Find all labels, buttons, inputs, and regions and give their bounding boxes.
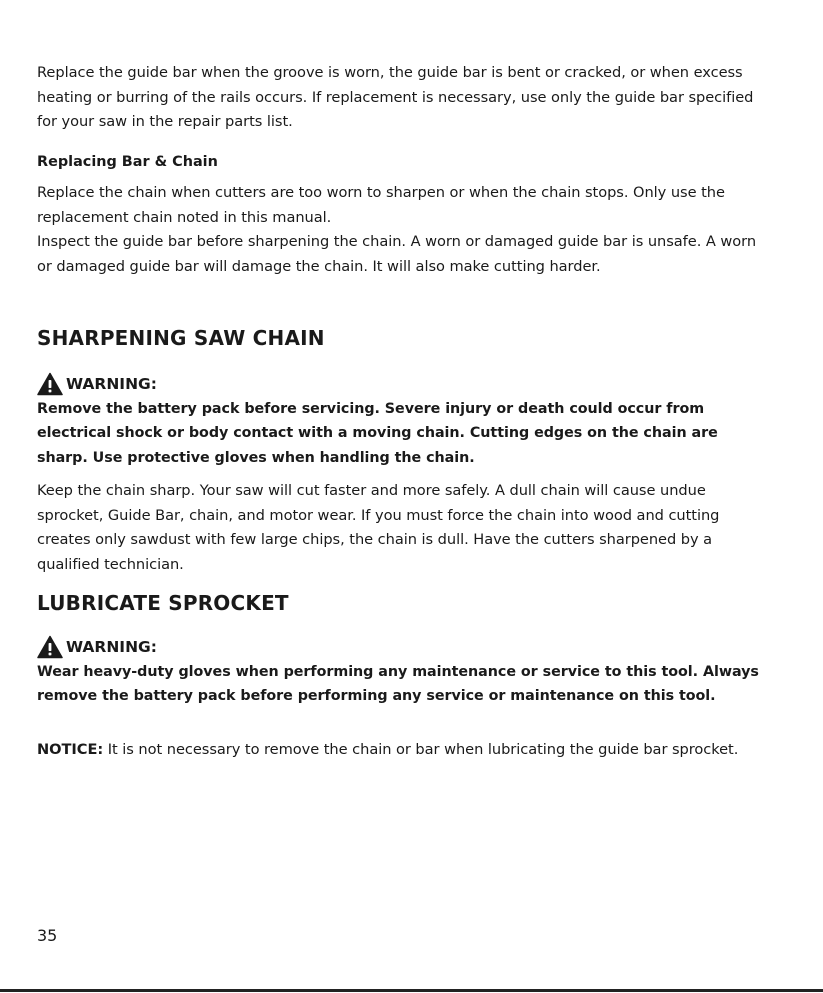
- replacing-bar-chain-heading: Replacing Bar & Chain: [37, 154, 218, 170]
- warning-header: [37, 371, 772, 397]
- warning-header: [37, 634, 772, 660]
- notice-label: NOTICE:: [37, 741, 104, 758]
- sharpening-warning: [37, 371, 772, 470]
- sharpening-title: SHARPENING SAW CHAIN: [37, 326, 325, 350]
- lubricate-warning: [37, 634, 772, 709]
- replace-chain-paragraph: Replace the chain when cutters are too worn to sharpen or when the chain stops. Only use the replacement chain noted in this manual.: [37, 184, 725, 226]
- warning-text: Wear heavy-duty gloves when performing any maintenance or service to this tool. Always remove the battery pack before performing any service or maintenance on this tool.: [37, 664, 759, 705]
- replacing-paragraphs: [37, 181, 772, 279]
- warning-triangle-icon: [37, 635, 63, 659]
- guide-bar-section: [37, 61, 772, 135]
- guide-bar-paragraph: Replace the guide bar when the groove is worn, the guide bar is bent or cracked, or when excess heating or burring of the rails occurs. If replacement is necessary, use only the guide bar specified for your saw in the repair parts list.: [37, 64, 754, 131]
- inspect-guide-bar-paragraph: Inspect the guide bar before sharpening the chain. A worn or damaged guide bar is unsafe. A worn or damaged guide bar will damage the chain. It will also make cutting harder.: [37, 233, 757, 275]
- warning-triangle-icon: [37, 372, 63, 396]
- lubricate-section: [37, 590, 772, 616]
- lubricate-title: LUBRICATE SPROCKET: [37, 591, 289, 615]
- warning-text: Remove the battery pack before servicing. Severe injury or death could occur from electrical shock or body contact with a moving chain. Cutting edges on the chain are sharp. Use protective gloves when handling the chain.: [37, 401, 718, 466]
- replacing-bar-chain-section: [37, 152, 772, 172]
- notice-paragraph: [37, 738, 772, 763]
- notice-text: It is not necessary to remove the chain or bar when lubricating the guide bar sprocket.: [103, 741, 739, 758]
- warning-label: WARNING:: [66, 638, 157, 656]
- keep-chain-sharp-paragraph: Keep the chain sharp. Your saw will cut faster and more safely. A dull chain will cause undue sprocket, Guide Bar, chain, and motor wear. If you must force the chain into wood and cutting creates only sawdust with few large chips, the chain is dull. Have the cutters sharpened by a qualified technician.: [37, 482, 720, 573]
- sharpening-body: [37, 479, 772, 577]
- page-bottom-divider: [0, 989, 823, 992]
- warning-label: WARNING:: [66, 375, 157, 393]
- sharpening-section: [37, 325, 772, 351]
- notice-block: [37, 738, 772, 763]
- page-number: 35: [37, 926, 58, 945]
